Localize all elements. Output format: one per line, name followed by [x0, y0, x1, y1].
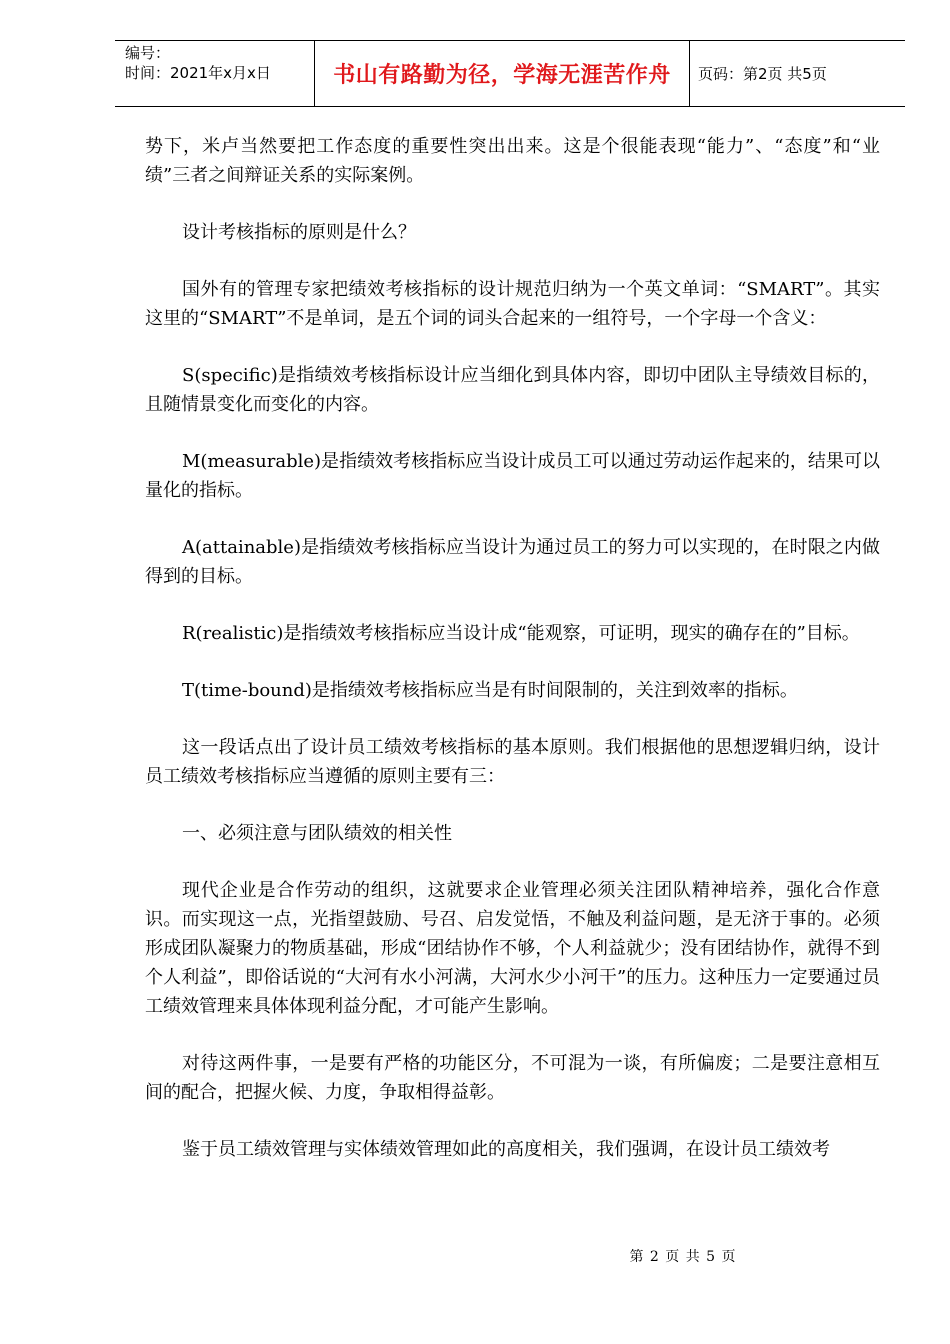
- smart-measurable-item: M(measurable)是指绩效考核指标应当设计成员工可以通过劳动运作起来的，结果可以量化的指标。: [145, 451, 880, 501]
- page-header: [115, 40, 905, 107]
- paragraph: 势下，米卢当然要把工作态度的重要性突出出来。这是个很能表现“能力”、“态度”和“业绩”三者之间辩证关系的实际案例。: [145, 136, 880, 186]
- header-motto: 书山有路勤为径，学海无涯苦作舟: [315, 41, 690, 106]
- smart-attainable-item: A(attainable)是指绩效考核指标应当设计为通过员工的努力可以实现的，在时限之内做得到的目标。: [145, 537, 880, 587]
- smart-specific-item: S(specific)是指绩效考核指标设计应当细化到具体内容，即切中团队主导绩效目标的，且随情景变化而变化的内容。: [145, 365, 880, 415]
- document-body: [145, 132, 880, 1192]
- header-page-number: 页码：第2页 共5页: [698, 65, 827, 83]
- footer-page-number: 第 2 页 共 5 页: [629, 1249, 737, 1265]
- time-label: 时间：2021年x月x日: [125, 64, 271, 82]
- paragraph: 现代企业是合作劳动的组织，这就要求企业管理必须关注团队精神培养，强化合作意识。而实现这一点，光指望鼓励、号召、启发觉悟，不触及利益问题，是无济于事的。必须形成团队凝聚力的物质基础，形成“团结协作不够，个人利益就少；没有团结协作，就得不到个人利益”，即俗话说的“大河有水小河满，大河水少小河干”的压力。这种压力一定要通过员工绩效管理来具体体现利益分配，才可能产生影响。: [145, 880, 880, 1017]
- smart-time-bound-item: T(time-bound)是指绩效考核指标应当是有时间限制的，关注到效率的指标。: [182, 680, 798, 701]
- paragraph: 对待这两件事，一是要有严格的功能区分，不可混为一谈，有所偏废；二是要注意相互间的配合，把握火候、力度，争取相得益彰。: [145, 1053, 880, 1103]
- serial-number-label: 编号：: [125, 44, 171, 62]
- paragraph: 国外有的管理专家把绩效考核指标的设计规范归纳为一个英文单词：“SMART”。其实这里的“SMART”不是单词，是五个词的词头合起来的一组符号，一个字母一个含义：: [145, 279, 880, 329]
- page-footer: [0, 1246, 950, 1266]
- section-question: 设计考核指标的原则是什么？: [182, 222, 416, 243]
- smart-realistic-item: R(realistic)是指绩效考核指标应当设计成“能观察，可证明，现实的确存在的”目标。: [182, 623, 860, 644]
- paragraph: 这一段话点出了设计员工绩效考核指标的基本原则。我们根据他的思想逻辑归纳，设计员工绩效考核指标应当遵循的原则主要有三：: [145, 737, 880, 787]
- paragraph: 鉴于员工绩效管理与实体绩效管理如此的高度相关，我们强调，在设计员工绩效考: [182, 1139, 830, 1160]
- header-meta: [115, 41, 315, 106]
- section-heading: 一、必须注意与团队绩效的相关性: [182, 823, 452, 844]
